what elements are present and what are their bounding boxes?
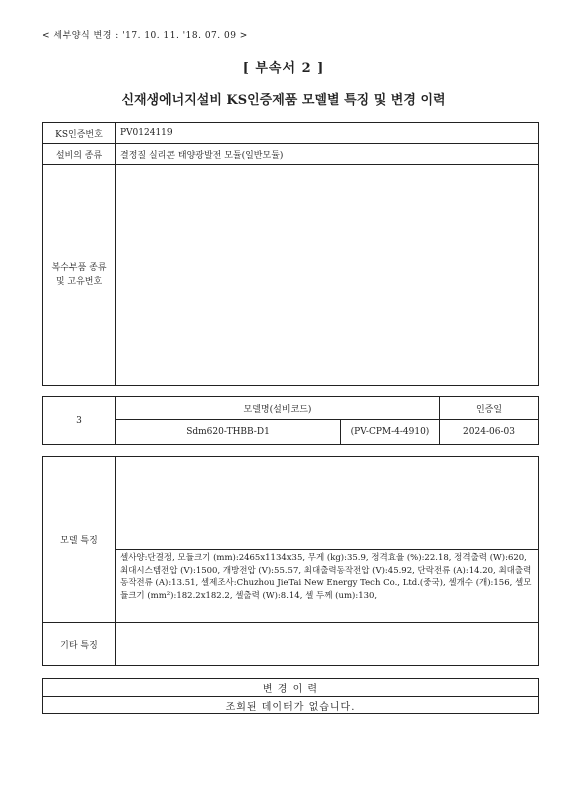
change-history-header: 변 경 이 력 [262, 684, 319, 695]
other-features-value [115, 622, 538, 665]
model-features-label: 모델 특징 [60, 536, 98, 546]
form-change-note: < 세부양식 변경 : '17. 10. 11. '18. 07. 09 > [42, 31, 248, 41]
cert-date-header: 인증일 [439, 397, 538, 419]
change-history-empty-message: 조회된 데이터가 없습니다. [43, 696, 538, 713]
equipment-type-label: 설비의 종류 [43, 143, 115, 164]
cert-date: 2024-06-03 [439, 419, 538, 444]
components-value [115, 164, 538, 385]
change-history-table [42, 678, 539, 714]
model-features-value: 셀사양:단결정, 모듈크기 (mm):2465x1134x35, 무게 (kg):35.9, 정격효율 (%):22.18, 정격출력 (W):620, 최대시스템전압 (V):1500, 개방전압 (V):55.57, 최대출력동작전압 (V):45.92, 단락전류 (A):14.20, 최대출력동작전류 (A):13.51, 셀제조사:Chuzhou JieTai New Energy Tech Co., Ltd.(중국), 셀개수 (개):156, 셀모듈크기 (mm²):182.2x182.2, 셀출력 (W):8.14, 셀 두께 (um):130, [115, 549, 538, 622]
other-features-label: 기타 특징 [43, 622, 115, 665]
row-number: 3 [76, 415, 82, 426]
cert-no-label: KS인증번호 [55, 129, 103, 140]
model-features-top-area [115, 457, 538, 549]
model-name-header: 모델명(설비코드) [115, 397, 439, 419]
document-title: 신재생에너지설비 KS인증제품 모델별 특징 및 변경 이력 [121, 93, 446, 108]
equipment-type-value: 결정질 실리콘 태양광발전 모듈(일반모듈) [115, 143, 538, 164]
equipment-code: (PV-CPM-4-4910) [340, 419, 439, 444]
info-table [42, 122, 539, 386]
features-table [42, 456, 539, 666]
cert-no-value: PV0124119 [115, 123, 538, 143]
model-name: Sdm620-THBB-D1 [115, 419, 340, 444]
model-table [42, 396, 539, 445]
components-label: 복수부품 종류 및 고유번호 [43, 164, 115, 385]
attachment-label: [ 부속서 2 ] [242, 61, 325, 76]
